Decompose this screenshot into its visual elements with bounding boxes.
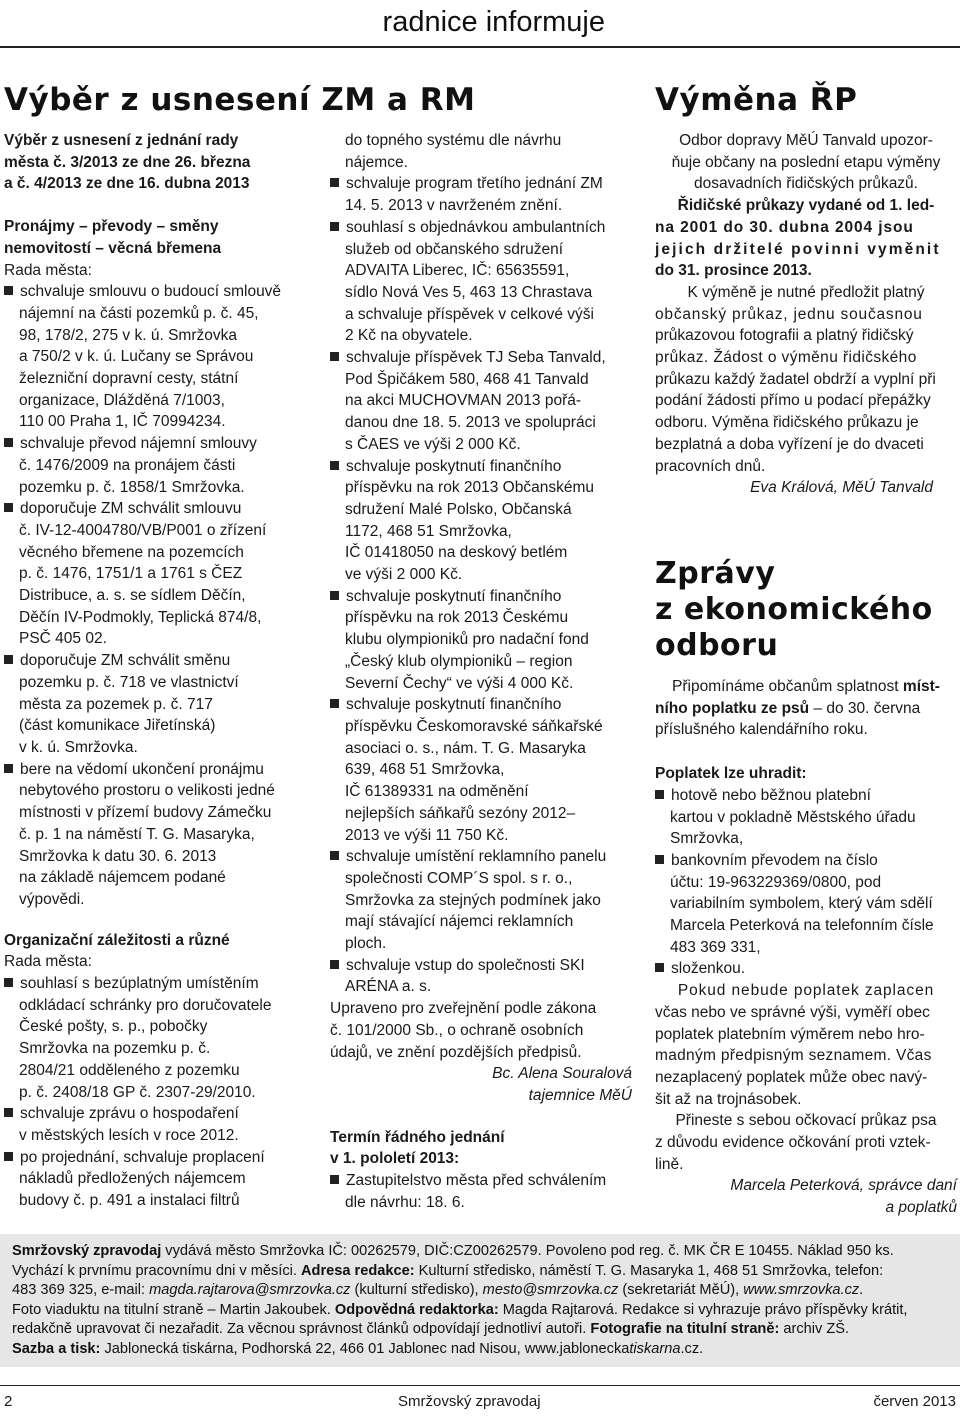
- text-line: jejich držitelé povinni vyměnit: [655, 240, 941, 258]
- text-line: č. IV-12-4004780/VB/P001 o zřízení: [19, 521, 267, 539]
- text-span: 483 369 325, e-mail:: [12, 1282, 150, 1298]
- column-2: [330, 130, 632, 1213]
- text-line: průkazovou fotografii a platný řidičský: [655, 327, 914, 345]
- text-line: č. 101/2000 Sb., o ochraně osobních: [330, 1021, 584, 1039]
- paragraph-requirements: [655, 282, 957, 477]
- text-span: schvaluje poskytnutí finančního: [346, 587, 562, 605]
- section-header: [0, 0, 960, 48]
- list-item: [4, 650, 306, 759]
- text-line: Marcela Peterková na telefonním čísle: [670, 917, 934, 935]
- text-line: Řidičské průkazy vydané od 1. led-: [677, 197, 935, 215]
- property-list: [4, 281, 306, 910]
- text-line: dosavadních řidičských průkazů.: [693, 175, 918, 193]
- signature-economic: [655, 1175, 957, 1218]
- list-item: [330, 694, 632, 846]
- payment-title: Poplatek lze uhradit:: [655, 765, 807, 783]
- text-line: Smržovka na pozemku p. č.: [19, 1040, 211, 1058]
- section-title-line: nemovitostí – věcná břemena: [4, 239, 222, 257]
- text-line: 2804/21 odděleného z pozemku: [19, 1061, 240, 1079]
- list-item: [4, 1103, 306, 1146]
- text-span: Adresa redakce:: [301, 1262, 415, 1279]
- text-line: [4, 281, 306, 303]
- heading-resolutions: Výběr z usnesení ZM a RM: [4, 82, 476, 118]
- heading-licence-exchange: Výměna ŘP: [655, 82, 858, 118]
- bullet-square-icon: [330, 851, 339, 860]
- paragraph-dog-fee: [655, 676, 957, 741]
- text-line: příspěvku na rok 2013 Českému: [345, 609, 569, 627]
- council-label: Rada města:: [4, 953, 92, 971]
- text-line: sdružení Malé Polsko, Občanská: [345, 500, 572, 518]
- text-line: budovy č. p. 491 a instalaci filtrů: [19, 1192, 240, 1210]
- text-span: míst-: [902, 678, 940, 695]
- continued-text: [330, 130, 632, 173]
- text-line: Zastupitelstvo města před schválením: [346, 1172, 607, 1190]
- text-line: šit až na trojnásobek.: [655, 1090, 802, 1108]
- text-span: schvaluje program třetího jednání ZM: [346, 175, 603, 193]
- text-line: [4, 1147, 306, 1169]
- text-line: 14. 5. 2013 v navrženém znění.: [345, 197, 563, 215]
- text-line: [4, 433, 306, 455]
- text-line: v 1. pololetí 2013:: [330, 1150, 460, 1168]
- text-line: příspěvku na rok 2013 Občanskému: [345, 479, 594, 497]
- text-line: č. p. 1 na náměstí T. G. Masaryka,: [19, 825, 255, 843]
- heading-line: z ekonomického: [655, 592, 933, 627]
- text-line: příslušného kalendářního roku.: [655, 721, 868, 739]
- text-span: bere na vědomí ukončení pronájmu: [20, 760, 264, 778]
- bullet-square-icon: [330, 1175, 339, 1184]
- text-line: 639, 468 51 Smržovka,: [345, 761, 505, 779]
- signature-role: tajemnice MěÚ: [528, 1086, 632, 1104]
- text-line: ARÉNA a. s.: [345, 978, 432, 996]
- text-line: [330, 846, 632, 868]
- text-span: .: [859, 1282, 864, 1298]
- section-title-organization: Organizační záležitosti a různé: [4, 931, 230, 949]
- text-span: tiskarna: [629, 1340, 681, 1357]
- bullet-square-icon: [330, 178, 339, 187]
- text-line: [655, 958, 957, 980]
- list-item: [4, 973, 306, 1103]
- text-line: občanský průkaz, jednu současnou: [655, 305, 923, 323]
- text-line: č. 1476/2009 na pronájem části: [19, 456, 236, 474]
- text-line: z důvodu evidence očkování proti vztek-: [655, 1134, 931, 1152]
- text-line: výpovědi.: [19, 890, 85, 908]
- text-line: včas nebo ve správné výši, vyměří obec: [655, 1003, 930, 1021]
- text-line: nebytového prostoru o velikosti jedné: [19, 782, 275, 800]
- paragraph-vaccination: [655, 1110, 957, 1175]
- text-line: [4, 1103, 306, 1125]
- section-title-line: Pronájmy – převody – směny: [4, 218, 219, 236]
- text-line: pracovních dnů.: [655, 457, 766, 475]
- text-span: doporučuje ZM schválit směnu: [20, 652, 231, 670]
- list-item: [330, 456, 632, 586]
- text-line: lině.: [655, 1155, 684, 1173]
- bullet-square-icon: [330, 461, 339, 470]
- bullet-square-icon: [4, 1152, 13, 1161]
- text-span: Vychází k prvnímu pracovnímu dni v měsíci.: [12, 1262, 302, 1279]
- text-line: IČ 61389331 na odměnění: [345, 783, 529, 801]
- text-line: [330, 173, 632, 195]
- text-span: bankovním převodem na číslo: [671, 851, 878, 869]
- text-line: Přineste s sebou očkovací průkaz psa: [675, 1112, 937, 1130]
- text-line: Smržovka,: [670, 830, 744, 848]
- column-3-lower: [655, 676, 957, 1219]
- intro-line: a č. 4/2013 ze dne 16. dubna 2013: [4, 175, 250, 193]
- text-line: p. č. 1476, 1751/1 a 1761 s ČEZ: [19, 565, 243, 583]
- text-line: kartou v pokladně Městského úřadu: [670, 808, 916, 826]
- list-item: [4, 281, 306, 433]
- header-rule: [0, 46, 960, 48]
- text-span: schvaluje umístění reklamního panelu: [346, 848, 607, 866]
- text-line: poplatek platebním výměrem nebo hro-: [655, 1025, 925, 1043]
- text-line: „Český klub olympioniků – region: [345, 652, 573, 670]
- text-span: schvaluje příspěvek TJ Seba Tanvald,: [346, 349, 606, 367]
- heading-economic-dept: [655, 556, 933, 664]
- text-span: vydává město Smržovka IČ: 00262579, DIČ:CZ00262579. Povoleno pod reg. č. MK ČR E 10455. Náklad 950 ks.: [161, 1243, 894, 1259]
- text-line: na akci MUCHOVMAN 2013 pořá-: [345, 392, 582, 410]
- text-line: do 31. prosince 2013.: [655, 262, 812, 280]
- text-line: 98, 178/2, 275 v k. ú. Smržovka: [19, 326, 237, 344]
- text-span: Odpovědná redaktorka:: [334, 1301, 499, 1318]
- text-span: hotově nebo běžnou platební: [671, 786, 871, 804]
- page-number: 2: [4, 1393, 13, 1410]
- text-line: Termín řádného jednání: [330, 1128, 505, 1146]
- list-item: [330, 586, 632, 695]
- heading-line: odboru: [655, 628, 779, 663]
- text-span: souhlasí s objednávkou ambulantních: [346, 218, 606, 236]
- text-line: nájemce.: [345, 153, 408, 171]
- website-link[interactable]: www.smrzovka.cz: [743, 1282, 860, 1298]
- bullet-square-icon: [655, 790, 664, 799]
- text-span: Foto viaduktu na titulní straně – Martin Jakoubek.: [12, 1301, 335, 1318]
- text-span: archiv ZŠ.: [779, 1321, 850, 1337]
- signature-licence: Eva Králová, MěÚ Tanvald: [750, 479, 933, 497]
- text-span: – do 30. června: [809, 699, 921, 717]
- text-line: Marcela Peterková, správce daní: [730, 1177, 957, 1195]
- text-line: p. č. 2408/18 GP č. 2307-29/2010.: [19, 1083, 256, 1101]
- section-title-property: [4, 216, 306, 259]
- heading-line: Zprávy: [655, 556, 776, 591]
- bullet-square-icon: [4, 286, 13, 295]
- text-line: [4, 650, 306, 672]
- text-line: dle návrhu: 18. 6.: [345, 1193, 465, 1211]
- payment-list: [655, 785, 957, 980]
- bullet-square-icon: [4, 655, 13, 664]
- text-line: ňuje občany na poslední etapu výměny: [671, 153, 941, 171]
- text-line: podání žádosti přímo u podací přepážky: [655, 392, 931, 410]
- intro-block: [4, 130, 306, 195]
- bullet-square-icon: [655, 855, 664, 864]
- text-line: [4, 973, 306, 995]
- bullet-square-icon: [4, 438, 13, 447]
- text-line: asociaci o. s., nám. T. G. Masaryka: [345, 739, 586, 757]
- text-line: odboru. Výměna řidičského průkazu je: [655, 414, 919, 432]
- text-line: průkaz. Žádost o výměnu řidičského: [655, 349, 917, 367]
- text-span: schvaluje vstup do společnosti SKI: [346, 956, 585, 974]
- text-line: Distribuce, a. s. se sídlem Děčín,: [19, 587, 246, 605]
- list-item: [330, 217, 632, 347]
- text-line: ADVAITA Liberec, IČ: 65635591,: [345, 262, 570, 280]
- text-line: [330, 955, 632, 977]
- list-item: [4, 433, 306, 498]
- meeting-term-title: [330, 1127, 632, 1170]
- text-line: 2013 ve výši 11 750 Kč.: [345, 826, 509, 844]
- imprint-box: [0, 1234, 960, 1367]
- text-line: Upraveno pro zveřejnění podle zákona: [330, 1000, 597, 1018]
- bullet-square-icon: [4, 1108, 13, 1117]
- bullet-square-icon: [330, 222, 339, 231]
- text-span: schvaluje smlouvu o budoucí smlouvě: [20, 283, 282, 301]
- section-title: radnice informuje: [382, 6, 605, 38]
- text-line: železniční dopravní cesty, státní: [19, 370, 239, 388]
- intro-line: Výběr z usnesení z jednání rady: [4, 132, 239, 149]
- text-line: K výměně je nutné předložit platný: [687, 283, 925, 301]
- text-line: Severní Čechy“ ve výši 4 000 Kč.: [345, 674, 574, 692]
- list-item: [330, 173, 632, 216]
- email-link[interactable]: magda.rajtarova@smrzovka.cz: [149, 1282, 351, 1298]
- text-line: PSČ 405 02.: [19, 630, 107, 648]
- paragraph-penalty: [655, 980, 957, 1110]
- text-line: průkazu každý žadatel obdrží a vyplní při: [655, 370, 936, 388]
- text-span: souhlasí s bezúplatným umístěním: [20, 975, 259, 993]
- text-line: [330, 694, 632, 716]
- text-line: [655, 785, 957, 807]
- intro-line: města č. 3/2013 ze dne 26. března: [4, 153, 251, 171]
- text-span: složenkou.: [671, 960, 746, 978]
- list-item: [655, 785, 957, 850]
- text-line: společnosti COMP´S spol. s r. o.,: [345, 869, 573, 887]
- text-line: s ČAES ve výši 2 000 Kč.: [345, 435, 521, 453]
- list-item: [4, 498, 306, 650]
- text-line: (část komunikace Jiřetínská): [19, 717, 216, 735]
- text-line: Děčín IV-Podmokly, Teplická 874/8,: [19, 608, 262, 626]
- text-line: klubu olympioniků pro nadační fond: [345, 631, 589, 649]
- list-item: [4, 759, 306, 911]
- text-line: [330, 217, 632, 239]
- council-label: Rada města:: [4, 261, 92, 279]
- text-line: [4, 498, 306, 520]
- text-line: nájemní na části pozemků p. č. 45,: [19, 304, 259, 322]
- text-line: bezplatná a doba vyřízení je do dvaceti: [655, 435, 924, 453]
- text-span: Sazba a tisk:: [12, 1340, 101, 1357]
- bullet-square-icon: [4, 764, 13, 773]
- text-line: ploch.: [345, 935, 387, 953]
- text-line: [330, 456, 632, 478]
- meeting-term-item: [330, 1170, 632, 1192]
- list-item: [4, 1147, 306, 1212]
- text-span: schvaluje zprávu o hospodaření: [20, 1105, 239, 1123]
- text-line: příspěvku Českomoravské sáňkařské: [345, 717, 603, 735]
- issue-date: červen 2013: [873, 1393, 956, 1410]
- text-line: [655, 850, 957, 872]
- text-span: Jablonecká tiskárna, Podhorská 22, 466 01 Jablonec nad Nisou, www.jablonecka: [100, 1340, 630, 1357]
- text-line: v městských lesích v roce 2012.: [19, 1126, 239, 1144]
- bullet-square-icon: [330, 960, 339, 969]
- text-line: 110 00 Praha 1, IČ 70994234.: [19, 413, 226, 431]
- text-span: Připomínáme občanům splatnost: [672, 678, 903, 695]
- publication-name: Smržovský zpravodaj: [398, 1393, 541, 1410]
- text-span: .cz.: [680, 1340, 704, 1357]
- text-line: ve výši 2 000 Kč.: [345, 566, 463, 584]
- text-line: Odbor dopravy MěÚ Tanvald upozor-: [679, 132, 933, 149]
- text-line: a poplatků: [885, 1199, 957, 1217]
- text-span: po projednání, schvaluje proplacení: [20, 1148, 265, 1166]
- text-line: odkládací schránky pro doručovatele: [19, 996, 272, 1014]
- text-line: do topného systému dle návrhu: [345, 132, 562, 149]
- text-line: Smržovka k datu 30. 6. 2013: [19, 847, 217, 865]
- text-span: schvaluje poskytnutí finančního: [346, 457, 562, 475]
- text-line: 2 Kč na obyvatele.: [345, 327, 473, 345]
- organization-list: [4, 973, 306, 1212]
- text-line: [330, 586, 632, 608]
- text-line: Pokud nebude poplatek zaplacen: [677, 982, 935, 1000]
- text-line: pozemku p. č. 718 ve vlastnictví: [19, 673, 239, 691]
- resolution-list: [330, 173, 632, 998]
- text-line: variabilním symbolem, který vám sdělí: [670, 895, 933, 913]
- text-span: schvaluje poskytnutí finančního: [346, 696, 562, 714]
- text-line: nezaplacený poplatek může obec navý-: [655, 1068, 928, 1086]
- text-line: místnosti v přízemí budovy Zámečku: [19, 804, 272, 822]
- text-span: Magda Rajtarová. Redakce si vyhrazuje právo příspěvky krátit,: [498, 1301, 908, 1318]
- text-line: na 2001 do 30. dubna 2004 jsou: [655, 218, 914, 236]
- text-line: mají stávající nájemci reklamních: [345, 913, 574, 931]
- text-line: nákladů předložených nájemcem: [19, 1170, 246, 1188]
- bullet-square-icon: [4, 978, 13, 987]
- paragraph-deadline: [655, 195, 957, 282]
- text-span: redakčně upravovat či nezařadit. Za věcnou správnost článků odpovídají jednotliví autoři.: [12, 1321, 591, 1337]
- text-line: 1172, 468 51 Smržovka,: [345, 522, 512, 540]
- list-item: [655, 958, 957, 980]
- text-line: města za pozemek p. č. 717: [19, 695, 213, 713]
- text-line: účtu: 19-963229369/0800, pod: [670, 873, 882, 891]
- bullet-square-icon: [330, 352, 339, 361]
- text-line: sídlo Nová Ves 5, 463 13 Chrastava: [345, 283, 593, 301]
- text-line: služeb od občanského sdružení: [345, 240, 564, 258]
- list-item: [330, 955, 632, 998]
- page-footer: [0, 1385, 960, 1417]
- paragraph-notice: [655, 130, 957, 195]
- text-line: 483 369 331,: [670, 938, 761, 956]
- text-line: České pošty, s. p., pobočky: [19, 1018, 208, 1036]
- text-line: [330, 347, 632, 369]
- text-line: věcného břemene na pozemcích: [19, 543, 244, 561]
- column-1: [4, 130, 306, 1212]
- text-line: IČ 01418050 na deskový betlém: [345, 544, 568, 562]
- bullet-square-icon: [330, 699, 339, 708]
- text-span: doporučuje ZM schválit smlouvu: [20, 500, 242, 518]
- signature-name: Bc. Alena Souralová: [492, 1065, 632, 1083]
- text-line: pozemku p. č. 1858/1 Smržovka.: [19, 478, 245, 496]
- bullet-square-icon: [4, 503, 13, 512]
- text-line: madným předpisným seznamem. Včas: [655, 1047, 932, 1065]
- text-line: danou dne 18. 5. 2013 ve spolupráci: [345, 414, 596, 432]
- text-span: (sekretariát MěÚ),: [618, 1282, 744, 1298]
- text-span: Smržovský zpravodaj: [12, 1243, 162, 1259]
- text-line: a 750/2 v k. ú. Lučany se Správou: [19, 348, 254, 366]
- text-line: nejlepších sáňkařů sezóny 2012–: [345, 804, 576, 822]
- column-3: [655, 130, 957, 499]
- text-span: (kulturní středisko),: [350, 1282, 483, 1298]
- text-line: [4, 759, 306, 781]
- text-span: schvaluje převod nájemní smlouvy: [20, 435, 257, 453]
- text-line: Smržovka za stejných podmínek jako: [345, 891, 601, 909]
- text-line: a schvaluje příspěvek v celkové výši: [345, 305, 594, 323]
- text-line: Pod Špičákem 580, 468 41 Tanvald: [345, 370, 589, 388]
- text-line: údajů, ve znění pozdějších předpisů.: [330, 1043, 582, 1061]
- list-item: [330, 347, 632, 456]
- bullet-square-icon: [330, 591, 339, 600]
- text-line: v k. ú. Smržovka.: [19, 738, 138, 756]
- text-span: Kulturní středisko, náměstí T. G. Masaryka 1, 468 51 Smržovka, telefon:: [414, 1262, 884, 1279]
- list-item: [330, 846, 632, 955]
- text-span: Fotografie na titulní straně:: [590, 1321, 780, 1337]
- text-line: na základě nájemcem podané: [19, 869, 226, 887]
- bullet-square-icon: [655, 963, 664, 972]
- text-span: ního poplatku ze psů: [655, 699, 810, 717]
- email-link[interactable]: mesto@smrzovka.cz: [482, 1282, 619, 1298]
- text-line: organizace, Dlážděná 7/1003,: [19, 391, 225, 409]
- imprint-text: [12, 1242, 948, 1359]
- closing-note: [330, 998, 632, 1063]
- list-item: [655, 850, 957, 959]
